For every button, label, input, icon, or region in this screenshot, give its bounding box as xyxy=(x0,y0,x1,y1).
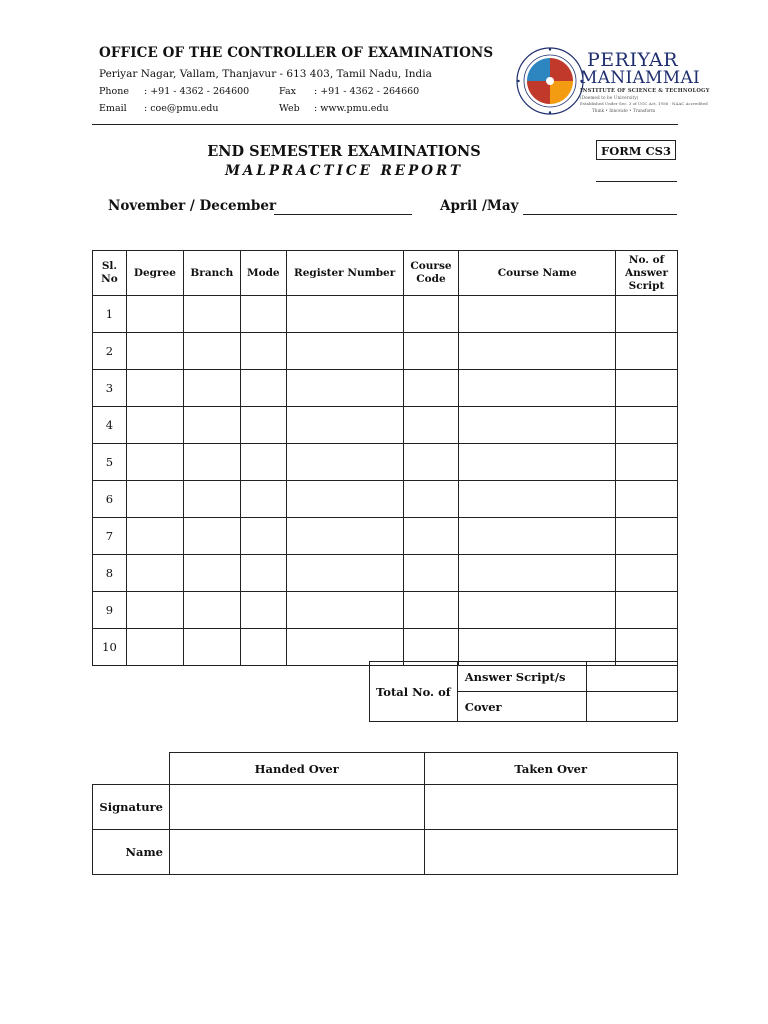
table-cell-register-number[interactable] xyxy=(286,481,403,518)
table-row xyxy=(93,444,678,481)
table-cell-degree[interactable] xyxy=(126,481,183,518)
table-cell-mode[interactable] xyxy=(240,333,286,370)
row-number: 3 xyxy=(93,370,127,407)
table-cell-branch[interactable] xyxy=(183,592,240,629)
column-header-line: Branch xyxy=(190,266,234,279)
column-header-course-code xyxy=(403,251,459,296)
handed-over-signature-cell[interactable] xyxy=(169,785,424,830)
table-cell-course-code[interactable] xyxy=(403,592,459,629)
table-cell-course-code[interactable] xyxy=(403,333,459,370)
brand-name-line1: PERIYAR xyxy=(587,49,679,71)
table-cell-branch[interactable] xyxy=(183,407,240,444)
table-cell-course-name[interactable] xyxy=(459,296,616,333)
table-cell-register-number[interactable] xyxy=(286,407,403,444)
fax-label: Fax xyxy=(279,86,296,97)
brand-status: (Deemed to be University) xyxy=(580,95,639,100)
session-blank-nov-dec[interactable] xyxy=(274,214,412,215)
table-cell-mode[interactable] xyxy=(240,629,286,666)
table-cell-degree[interactable] xyxy=(126,407,183,444)
table-cell-degree[interactable] xyxy=(126,333,183,370)
fax-value: : +91 - 4362 - 264660 xyxy=(314,86,420,97)
table-cell-register-number[interactable] xyxy=(286,518,403,555)
table-cell-mode[interactable] xyxy=(240,407,286,444)
table-cell-branch[interactable] xyxy=(183,444,240,481)
table-cell-course-code[interactable] xyxy=(403,370,459,407)
malpractice-table xyxy=(92,250,678,666)
session-option-nov-dec: November / December xyxy=(108,198,277,214)
row-number: 8 xyxy=(93,555,127,592)
column-header-line: Register Number xyxy=(294,266,396,279)
table-cell-degree[interactable] xyxy=(126,444,183,481)
column-header-register-number xyxy=(286,251,403,296)
totals-cover-label: Cover xyxy=(457,692,587,722)
table-cell-course-code[interactable] xyxy=(403,481,459,518)
column-header-mode xyxy=(240,251,286,296)
table-cell-course-code[interactable] xyxy=(403,407,459,444)
table-cell-course-code[interactable] xyxy=(403,296,459,333)
column-header-line: No xyxy=(101,273,118,285)
column-header-line: No. of xyxy=(628,253,665,266)
row-number: 4 xyxy=(93,407,127,444)
table-cell-degree[interactable] xyxy=(126,555,183,592)
table-cell-register-number[interactable] xyxy=(286,444,403,481)
column-header-line: Course Name xyxy=(497,266,577,279)
session-blank-apr-may[interactable] xyxy=(523,214,677,215)
table-cell-degree[interactable] xyxy=(126,370,183,407)
taken-over-name-cell[interactable] xyxy=(424,830,678,875)
table-cell-course-code[interactable] xyxy=(403,518,459,555)
table-cell-mode[interactable] xyxy=(240,444,286,481)
table-row xyxy=(93,296,678,333)
web-value: : www.pmu.edu xyxy=(314,103,389,114)
email-label: Email xyxy=(99,103,127,114)
report-title: MALPRACTICE REPORT xyxy=(224,163,464,179)
table-cell-degree[interactable] xyxy=(126,592,183,629)
table-row xyxy=(93,370,678,407)
table-cell-degree[interactable] xyxy=(126,296,183,333)
table-cell-answer-script-count[interactable] xyxy=(616,407,678,444)
table-cell-branch[interactable] xyxy=(183,518,240,555)
table-cell-course-name[interactable] xyxy=(459,333,616,370)
table-cell-mode[interactable] xyxy=(240,592,286,629)
row-number: 9 xyxy=(93,592,127,629)
table-cell-branch[interactable] xyxy=(183,555,240,592)
table-cell-mode[interactable] xyxy=(240,370,286,407)
form-code-blank[interactable] xyxy=(596,181,677,182)
column-header-line: Script xyxy=(628,279,665,292)
table-cell-answer-script-count[interactable] xyxy=(616,370,678,407)
table-cell-course-code[interactable] xyxy=(403,629,459,666)
row-number: 7 xyxy=(93,518,127,555)
column-header-line: Degree xyxy=(133,266,176,279)
row-number: 10 xyxy=(93,629,127,666)
institute-seal-icon xyxy=(515,46,585,116)
handed-over-name-cell[interactable] xyxy=(169,830,424,875)
brand-accreditation: Established Under Sec. 3 of UGC Act, 1956 · NAAC Accredited xyxy=(580,101,708,106)
row-number: 5 xyxy=(93,444,127,481)
table-cell-course-name[interactable] xyxy=(459,555,616,592)
row-number: 2 xyxy=(93,333,127,370)
handover-table xyxy=(92,752,678,875)
column-header-sl-no xyxy=(93,251,127,296)
taken-over-signature-cell[interactable] xyxy=(424,785,678,830)
table-row xyxy=(93,333,678,370)
table-cell-course-name[interactable] xyxy=(459,518,616,555)
table-cell-answer-script-count[interactable] xyxy=(616,518,678,555)
brand-subtitle: INSTITUTE OF SCIENCE & TECHNOLOGY xyxy=(580,88,710,94)
table-cell-branch[interactable] xyxy=(183,333,240,370)
totals-answer-scripts-label: Answer Script/s xyxy=(457,662,587,692)
brand-tagline: Think • Innovate • Transform xyxy=(592,108,656,113)
office-address: Periyar Nagar, Vallam, Thanjavur - 613 403, Tamil Nadu, India xyxy=(99,68,432,80)
handed-over-header: Handed Over xyxy=(169,753,424,785)
table-cell-register-number[interactable] xyxy=(286,370,403,407)
table-cell-course-name[interactable] xyxy=(459,481,616,518)
column-header-line: Sl. xyxy=(101,260,118,272)
table-cell-answer-script-count[interactable] xyxy=(616,481,678,518)
table-cell-course-code[interactable] xyxy=(403,555,459,592)
table-cell-course-name[interactable] xyxy=(459,629,616,666)
row-number: 6 xyxy=(93,481,127,518)
table-cell-course-name[interactable] xyxy=(459,444,616,481)
table-row xyxy=(93,407,678,444)
table-cell-branch[interactable] xyxy=(183,296,240,333)
table-cell-register-number[interactable] xyxy=(286,592,403,629)
phone-label: Phone xyxy=(99,86,129,97)
taken-over-header: Taken Over xyxy=(424,753,678,785)
totals-label: Total No. of xyxy=(370,662,458,722)
table-cell-register-number[interactable] xyxy=(286,555,403,592)
office-title: OFFICE OF THE CONTROLLER OF EXAMINATIONS xyxy=(99,45,494,61)
table-cell-branch[interactable] xyxy=(183,629,240,666)
table-cell-course-name[interactable] xyxy=(459,407,616,444)
handover-corner xyxy=(93,753,170,785)
table-cell-mode[interactable] xyxy=(240,518,286,555)
table-cell-answer-script-count[interactable] xyxy=(616,592,678,629)
table-cell-register-number[interactable] xyxy=(286,629,403,666)
table-cell-degree[interactable] xyxy=(126,518,183,555)
column-header-line: Code xyxy=(416,273,446,285)
column-header-line: Mode xyxy=(246,266,280,279)
session-option-apr-may: April /May xyxy=(440,198,519,214)
table-cell-answer-script-count[interactable] xyxy=(616,629,678,666)
column-header-branch xyxy=(183,251,240,296)
table-cell-mode[interactable] xyxy=(240,555,286,592)
table-cell-course-name[interactable] xyxy=(459,370,616,407)
table-row xyxy=(93,555,678,592)
table-cell-mode[interactable] xyxy=(240,296,286,333)
signature-label: Signature xyxy=(93,785,170,830)
table-cell-course-code[interactable] xyxy=(403,444,459,481)
column-header-course-name xyxy=(459,251,616,296)
exam-title: END SEMESTER EXAMINATIONS xyxy=(207,143,481,160)
column-header-answer-script-count xyxy=(616,251,678,296)
table-cell-register-number[interactable] xyxy=(286,333,403,370)
table-row xyxy=(93,592,678,629)
form-code-badge: FORM CS3 xyxy=(596,140,676,160)
totals-answer-scripts-cell[interactable] xyxy=(587,662,678,692)
column-header-line: Course xyxy=(410,260,452,272)
email-value: : coe@pmu.edu xyxy=(144,103,219,114)
column-header-line: Answer xyxy=(625,266,668,279)
table-cell-answer-script-count[interactable] xyxy=(616,296,678,333)
row-number: 1 xyxy=(93,296,127,333)
table-cell-answer-script-count[interactable] xyxy=(616,444,678,481)
table-row xyxy=(93,518,678,555)
table-header-row xyxy=(93,251,678,296)
web-label: Web xyxy=(279,103,300,114)
brand-name-line2: MANIAMMAI xyxy=(580,68,701,88)
column-header-degree xyxy=(126,251,183,296)
name-label: Name xyxy=(93,830,170,875)
table-cell-mode[interactable] xyxy=(240,481,286,518)
table-cell-register-number[interactable] xyxy=(286,296,403,333)
totals-cover-cell[interactable] xyxy=(587,692,678,722)
table-cell-branch[interactable] xyxy=(183,370,240,407)
header-divider xyxy=(92,124,678,125)
table-cell-answer-script-count[interactable] xyxy=(616,333,678,370)
table-cell-degree[interactable] xyxy=(126,629,183,666)
phone-value: : +91 - 4362 - 264600 xyxy=(144,86,250,97)
table-row xyxy=(93,629,678,666)
table-cell-answer-script-count[interactable] xyxy=(616,555,678,592)
table-cell-branch[interactable] xyxy=(183,481,240,518)
table-cell-course-name[interactable] xyxy=(459,592,616,629)
totals-table xyxy=(369,661,678,722)
table-row xyxy=(93,481,678,518)
